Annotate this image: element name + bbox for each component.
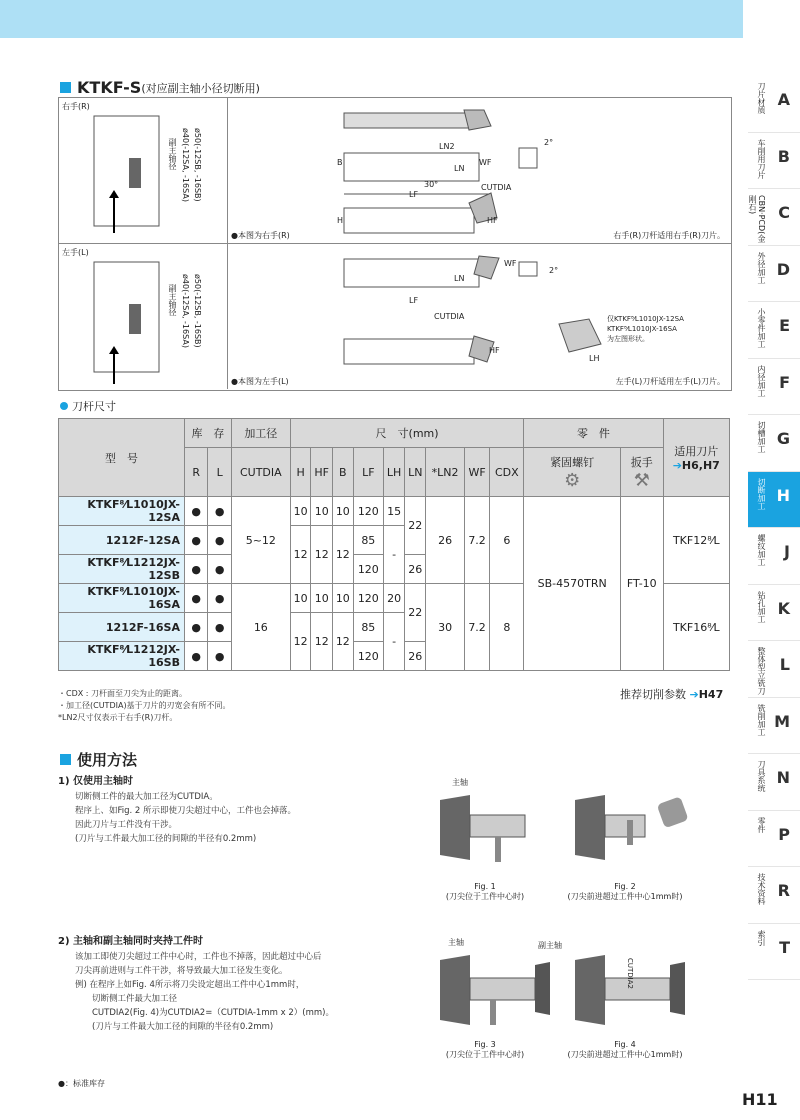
tab-label: 螺纹加工 (757, 534, 766, 566)
main-spindle-label-2: 主轴 (448, 938, 464, 947)
stock-r: ● (185, 584, 208, 613)
bullet-icon (60, 402, 68, 410)
sub-lf: LF (353, 448, 383, 497)
tab-letter: D (776, 259, 790, 279)
cell-lf: 85 (353, 613, 383, 642)
sub-cutdia: CUTDIA (231, 448, 290, 497)
cell-lh: 15 (383, 497, 404, 526)
spindle-size-left-2: ø50(-12SB, -16SB) (193, 274, 202, 348)
note-1: ・CDX : 刀杆面至刀尖为止的距离。 (58, 689, 188, 698)
sidebar-tab-p[interactable] (748, 811, 800, 868)
fig2-cap-text: (刀尖前进超过工件中心1mm时) (567, 892, 683, 901)
tab-label: 刀片材质 (757, 82, 766, 114)
tab-letter: A (777, 90, 790, 109)
usage-title-text: 使用方法 (77, 751, 138, 769)
step2-line: 例) 在程序上如Fig. 4所示将刀尖设定超出工件中心1mm时， (75, 980, 305, 990)
tab-letter: F (779, 372, 790, 392)
h-wrench-label: 扳手 (630, 455, 653, 469)
tab-label: 铣削加工 (757, 703, 766, 736)
sub-hf: HF (311, 448, 333, 497)
model-cell: KTKF⁸⁄L1212JX-16SB (59, 642, 185, 671)
sub-l: L (208, 448, 231, 497)
dim-h: H (337, 216, 344, 225)
h-screw-label: 紧固螺钉 (550, 455, 595, 469)
table-row (59, 497, 730, 526)
tab-label: 刀具系统 (757, 760, 766, 792)
sub-cdx: CDX (490, 448, 524, 497)
left-label: 左手(L) (62, 248, 89, 257)
ln-b2: 26 (405, 642, 426, 671)
note-3: *LN2尺寸仅表示于右手(R)刀杆。 (58, 713, 178, 722)
wf-b: 7.2 (464, 584, 490, 671)
ln-b1: 22 (405, 584, 426, 642)
h-insert (663, 419, 729, 497)
dim-hf-left: HF (489, 346, 500, 355)
model-cell: KTKF⁸⁄L1010JX-16SA (59, 584, 185, 613)
recommend-label: 推荐切削参数 (620, 688, 686, 701)
sub-b: B (332, 448, 353, 497)
h-dims: 尺 寸(mm) (290, 419, 524, 448)
cutdia2-label: CUTDIA2 (626, 958, 634, 989)
table-title (60, 398, 116, 414)
step1-line: 程序上、如Fig. 2 所示即使刀尖超过中心，工件也会掉落。 (75, 806, 297, 816)
cell-b: 10 (332, 584, 353, 613)
left-note: ●本图为左手(L) (231, 377, 289, 386)
dim-wf: WF (479, 158, 492, 167)
spec-table (58, 418, 730, 671)
legend: ●：标准库存 (58, 1079, 105, 1088)
right-spindle-diagram (59, 98, 228, 243)
h-cutdia: 加工径 (231, 419, 290, 448)
dim-wf-left: WF (504, 259, 517, 268)
stock-r: ● (185, 497, 208, 526)
stock-l: ● (208, 613, 231, 642)
tab-letter: P (778, 824, 790, 844)
right-holder-drawing (229, 98, 729, 243)
wf-a: 7.2 (464, 497, 490, 584)
right-rule: 右手(R)刀杆适用右手(R)刀片。 (613, 231, 725, 240)
sidebar-tab-k[interactable] (748, 585, 800, 642)
fig3-label: Fig. 3 (474, 1040, 496, 1049)
tab-label: 钻孔加工 (757, 590, 766, 623)
sub-lh: LH (383, 448, 404, 497)
h-screw (524, 448, 621, 497)
tab-label: 索引 (757, 929, 766, 946)
cell-lh: - (383, 613, 404, 671)
cell-hf: 10 (311, 584, 333, 613)
spindle-size-2: ø50(-12SB, -16SB) (193, 128, 202, 202)
page-number: H11 (742, 1090, 778, 1109)
h-stock: 库 存 (185, 419, 232, 448)
sidebar-tab-g[interactable] (748, 415, 800, 472)
tab-label: 车削用刀片 (757, 138, 766, 179)
dim-ln2: LN2 (439, 142, 455, 151)
model-cell: KTKF⁸⁄L1212JX-12SB (59, 555, 185, 584)
cutdia-a: 5~12 (231, 497, 290, 584)
tab-label: 内径加工 (757, 364, 766, 397)
recommend-link[interactable] (620, 686, 723, 702)
stock-l: ● (208, 584, 231, 613)
cell-lh: - (383, 526, 404, 584)
cell-h: 10 (290, 584, 311, 613)
h-insert-label: 适用刀片 (674, 445, 719, 458)
sub-spindle-label: 副主轴 (538, 941, 562, 950)
recommend-ref: H47 (698, 688, 724, 701)
tab-label: 外径加工 (757, 251, 766, 284)
cell-b: 12 (332, 526, 353, 584)
fig4-label: Fig. 4 (614, 1040, 636, 1049)
dim-ln: LN (454, 164, 465, 173)
right-note: ●本图为右手(R) (231, 231, 290, 240)
spindle-size-left-1: ø40(-12SA, -16SA) (181, 274, 190, 348)
usage-title (60, 749, 137, 770)
cell-lf: 85 (353, 526, 383, 555)
tab-letter: J (784, 542, 790, 561)
tab-letter: C (778, 203, 790, 222)
title-square-icon (60, 82, 71, 93)
spindle-size-1: ø40(-12SA, -16SA) (181, 128, 190, 202)
cell-hf: 12 (311, 526, 333, 584)
step1-line: 因此刀片与工件没有干涉。 (75, 820, 178, 830)
cell-lh: 20 (383, 584, 404, 613)
stock-r: ● (185, 613, 208, 642)
sidebar-tab-r[interactable] (748, 867, 800, 924)
fig1-label: Fig. 1 (474, 882, 496, 891)
section-title (60, 78, 260, 97)
fig2-label: Fig. 2 (614, 882, 636, 891)
sidebar-tab-n[interactable] (748, 754, 800, 811)
chapter-sidebar (748, 76, 800, 980)
tab-letter: R (777, 881, 790, 900)
sub-ln: LN (405, 448, 426, 497)
step1-body (75, 790, 296, 846)
fig4-cap-text: (刀尖前进超过工件中心1mm时) (567, 1050, 683, 1059)
step1-title: 1) 仅使用主轴时 (58, 776, 134, 787)
sidebar-tab-t[interactable] (748, 924, 800, 981)
tab-label: 技术资料 (757, 873, 766, 905)
cutdia-b: 16 (231, 584, 290, 671)
note-2: ・加工径(CUTDIA)基于刀片的刃宽会有所不同。 (58, 701, 231, 710)
cell-lf: 120 (353, 642, 383, 671)
cdx-b: 8 (490, 584, 524, 671)
sidebar-tab-f[interactable] (748, 359, 800, 416)
tab-letter: T (779, 937, 790, 957)
tab-letter: K (777, 598, 790, 618)
step2-line: CUTDIA2(Fig. 4)为CUTDIA2=（CUTDIA-1mm x 2）(mm)。 (75, 1008, 334, 1018)
sidebar-tab-d[interactable] (748, 246, 800, 303)
diagram-left-row (59, 244, 731, 389)
fig1-fig2-drawing (435, 790, 715, 880)
h-insert-ref (664, 459, 729, 472)
cell-h: 12 (290, 526, 311, 584)
step1-line: 切断侧工件的最大加工径为CUTDIA。 (75, 792, 218, 802)
sidebar-tab-j[interactable] (748, 528, 800, 585)
dim-ln-left: LN (454, 274, 465, 283)
dim-two: 2° (544, 138, 554, 147)
spindle-dia-label: 副主轴径 (168, 138, 177, 170)
cell-lf: 120 (353, 555, 383, 584)
dim-cutdia: CUTDIA (481, 183, 512, 192)
fig2-caption (560, 882, 690, 902)
sidebar-tab-c[interactable] (748, 189, 800, 246)
fig3-fig4-drawing (435, 950, 715, 1040)
title-sub: (对应副主轴小径切断用) (141, 81, 260, 95)
cell-b: 12 (332, 613, 353, 671)
screw-cell: SB-4570TRN (524, 497, 621, 671)
dim-b: B (337, 158, 343, 167)
ln-a2: 26 (405, 555, 426, 584)
sidebar-tab-b[interactable] (748, 133, 800, 190)
wrench-cell: FT-10 (621, 497, 663, 671)
dim-two-left: 2° (549, 266, 559, 275)
cell-lf: 120 (353, 584, 383, 613)
diagram-panel (58, 97, 732, 391)
step1-line: (刀片与工件最大加工径的间隙的半径有0.2mm) (75, 834, 257, 844)
tab-label: 零件 (757, 816, 766, 833)
dim-cutdia-left: CUTDIA (434, 312, 465, 321)
fig3-cap-text: (刀尖位于工件中心时) (445, 1050, 525, 1059)
stock-l: ● (208, 497, 231, 526)
screw-icon: ⚙ (564, 469, 581, 491)
left-rule: 左手(L)刀杆适用左手(L)刀片。 (615, 377, 725, 386)
stock-r: ● (185, 555, 208, 584)
tab-letter: E (779, 316, 790, 335)
cell-h: 10 (290, 497, 311, 526)
insert-ref-text: H6,H7 (681, 459, 720, 472)
dim-lf: LF (409, 190, 419, 199)
fig1-caption (430, 882, 540, 902)
arrow-icon: ➔ (672, 459, 682, 472)
stock-l: ● (208, 642, 231, 671)
model-cell: 1212F-12SA (59, 526, 185, 555)
tab-letter: B (777, 146, 790, 166)
cell-h: 12 (290, 613, 311, 671)
ln2-b: 30 (426, 584, 464, 671)
dim-lh: LH (589, 354, 600, 363)
step2-line: 该加工即使刀尖超过工件中心时，工件也不掉落，因此超过中心后 (75, 952, 322, 962)
sub-r: R (185, 448, 208, 497)
left-only-note: 仅KTKF⁸⁄L1010JX-12SA KTKF⁸⁄L1010JX-16SA 为左图形状。 (607, 315, 684, 343)
stock-r: ● (185, 642, 208, 671)
sidebar-tab-e[interactable] (748, 302, 800, 359)
tab-letter: G (776, 429, 790, 448)
sub-ln2: *LN2 (426, 448, 464, 497)
sub-h: H (290, 448, 311, 497)
tab-label: CBN·PCD(金刚石) (748, 195, 766, 243)
tab-letter: N (776, 768, 790, 787)
tab-letter: L (779, 655, 790, 674)
step2-body (75, 950, 334, 1034)
cell-b: 10 (332, 497, 353, 526)
wrench-icon: ⚒ (633, 469, 650, 491)
cell-hf: 10 (311, 497, 333, 526)
step2-line: 切断侧工件最大加工径 (75, 994, 178, 1004)
left-spindle-diagram (59, 244, 228, 389)
main-spindle-label-1: 主轴 (452, 778, 468, 787)
tab-letter: H (776, 485, 790, 505)
fig1-cap-text: (刀尖位于工件中心时) (445, 892, 525, 901)
sidebar-tab-a[interactable] (748, 76, 800, 133)
cell-lf: 120 (353, 497, 383, 526)
arrow-icon: ➔ (689, 688, 699, 701)
table-title-text: 刀杆尺寸 (72, 400, 116, 413)
dim-lf-left: LF (409, 296, 419, 305)
step2-line: 刀尖再前进则与工件干涉，将导致最大加工径发生变化。 (75, 966, 288, 976)
insert-b: TKF16⁸⁄L (663, 584, 729, 671)
tab-label: 切槽加工 (757, 421, 766, 453)
sidebar-tab-l[interactable] (748, 641, 800, 698)
h-model: 型 号 (59, 419, 185, 497)
stock-l: ● (208, 555, 231, 584)
diagram-right-row (59, 98, 731, 244)
fig4-caption (560, 1040, 690, 1060)
h-parts: 零 件 (524, 419, 663, 448)
ln2-a: 26 (426, 497, 464, 584)
title-square-icon (60, 754, 71, 765)
model-cell: KTKF⁸⁄L1010JX-12SA (59, 497, 185, 526)
tab-label: 小零件加工 (757, 308, 766, 348)
spindle-dia-label-left: 副主轴径 (168, 284, 177, 316)
right-label: 右手(R) (62, 102, 90, 111)
dim-angle: 30° (424, 180, 439, 189)
tab-label: 整体型立铣刀 (757, 647, 766, 695)
tab-label: 切断加工 (757, 477, 766, 510)
step2-line: (刀片与工件最大加工径的间隙的半径有0.2mm) (75, 1022, 274, 1032)
fig3-caption (430, 1040, 540, 1060)
ln-a1: 22 (405, 497, 426, 555)
model-cell: 1212F-16SA (59, 613, 185, 642)
sub-wf: WF (464, 448, 490, 497)
cdx-a: 6 (490, 497, 524, 584)
sidebar-tab-h[interactable] (748, 472, 800, 529)
h-wrench (621, 448, 663, 497)
insert-a: TKF12⁸⁄L (663, 497, 729, 584)
dim-hf: HF (487, 216, 498, 225)
cell-hf: 12 (311, 613, 333, 671)
stock-l: ● (208, 526, 231, 555)
sidebar-tab-m[interactable] (748, 698, 800, 755)
top-banner (0, 0, 743, 38)
tab-letter: M (774, 711, 790, 731)
step2-title: 2) 主轴和副主轴同时夹持工件时 (58, 936, 204, 947)
title-code: KTKF-S (77, 78, 142, 97)
stock-r: ● (185, 526, 208, 555)
